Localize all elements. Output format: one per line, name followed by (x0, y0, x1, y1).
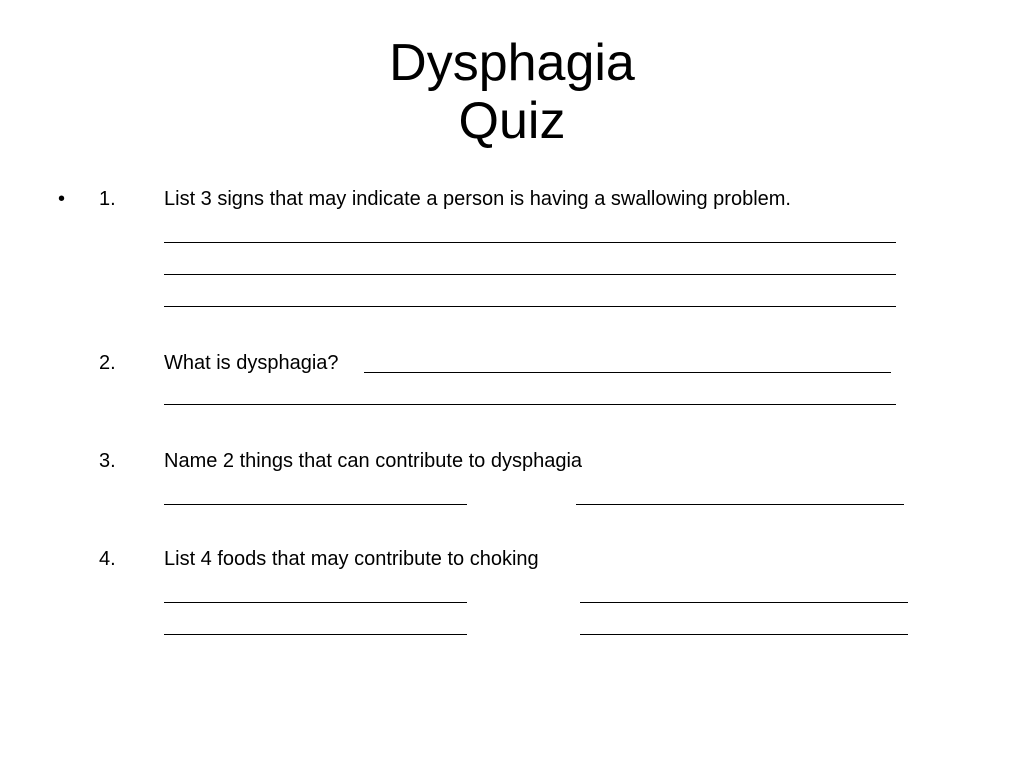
question-3-text: Name 2 things that can contribute to dysphagia (164, 450, 583, 472)
question-3-number: 3. (99, 450, 116, 472)
bullet-icon: • (58, 188, 66, 210)
question-4-answer-left-1[interactable] (164, 602, 467, 603)
question-1-number: 1. (99, 188, 116, 210)
question-4-number: 4. (99, 548, 116, 570)
question-4-text: List 4 foods that may contribute to choking (164, 548, 539, 570)
question-3-answer-right[interactable] (576, 504, 904, 505)
question-2-answer-inline-line[interactable] (364, 372, 891, 373)
question-1-answer-line-2[interactable] (164, 274, 896, 275)
question-1-answer-line-1[interactable] (164, 242, 896, 243)
question-1-text: List 3 signs that may indicate a person is having a swallowing problem. (164, 188, 791, 210)
question-4-answer-right-2[interactable] (580, 634, 908, 635)
question-2-number: 2. (99, 352, 116, 374)
question-1-answer-line-3[interactable] (164, 306, 896, 307)
question-2-text: What is dysphagia? (164, 352, 339, 374)
title-line-1: Dysphagia (389, 34, 635, 92)
quiz-title (0, 34, 1024, 150)
question-2-answer-line[interactable] (164, 404, 896, 405)
question-4-answer-left-2[interactable] (164, 634, 467, 635)
title-line-2: Quiz (458, 92, 566, 150)
question-4-answer-right-1[interactable] (580, 602, 908, 603)
question-3-answer-left[interactable] (164, 504, 467, 505)
